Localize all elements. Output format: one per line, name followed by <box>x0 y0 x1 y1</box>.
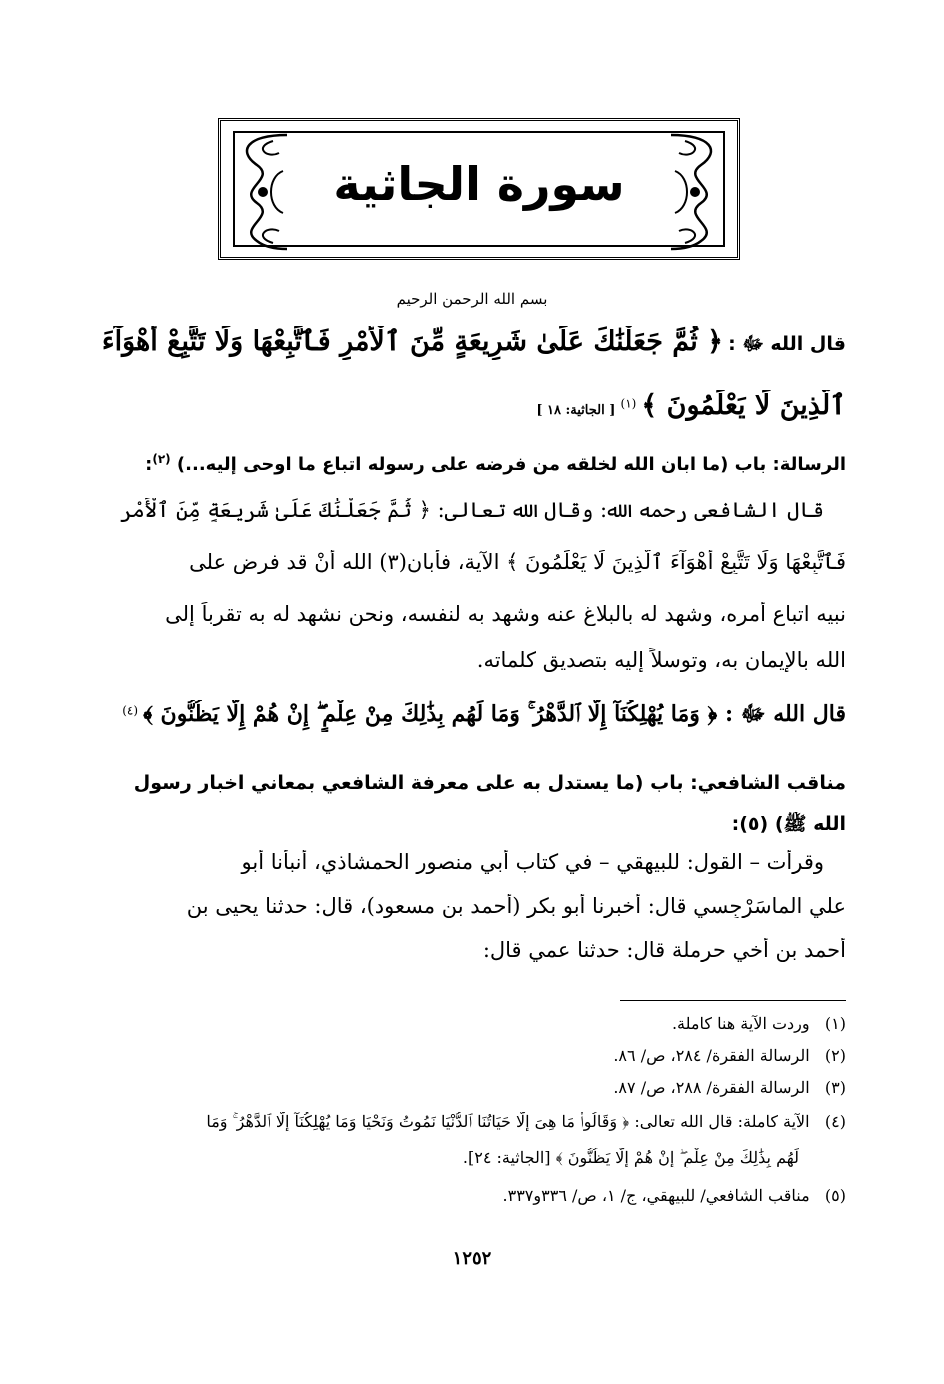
verse1-line2 <box>300 390 846 421</box>
shafii-line1: قال الشافعي رحمه الله: وقال الله تعالى: ﴿ ثُمَّ جَعَلْنَٰكَ عَلَىٰ شَرِيعَةٍ مِّنَ ٱلْأَمْرِ <box>120 498 824 522</box>
risala-text: الرسالة: باب (ما ابان الله لخلقه من فرضه على رسوله اتباع ما اوحى إليه...) <box>176 454 846 475</box>
footnote-text: الرسالة الفقرة/ ٢٨٤، ص/ ٨٦. <box>613 1046 810 1065</box>
manaqib-body2: علي الماسَرْجِسي قال: أخبرنا أبو بكر (أحمد بن مسعود)، قال: حدثنا يحيى بن <box>186 894 846 918</box>
footnote-1 <box>98 1014 846 1033</box>
footnote-number: (٢) <box>824 1046 846 1065</box>
basmala: بسم الله الرحمن الرحيم <box>396 290 548 308</box>
footnote-ref-1: (١) <box>620 396 637 411</box>
footnote-5 <box>98 1186 846 1205</box>
verse1-text-1: ﴿ ثُمَّ جَعَلْنَٰكَ عَلَىٰ شَرِيعَةٍ مِّنَ ٱلْأَمْرِ فَٱتَّبِعْهَا وَلَا تَتَّبِعْ أَهْوَآءَ <box>101 326 724 357</box>
shafii-line2: فَٱتَّبِعْهَا وَلَا تَتَّبِعْ أَهْوَآءَ ٱلَّذِينَ لَا يَعْلَمُونَ ﴾ الآية، فأبان(٣) الله أنْ قد فرض على <box>189 550 846 574</box>
manaqib-heading-2: الله ﷺ) (٥): <box>731 813 846 835</box>
manaqib-body1: وقرأت – القول: للبيهقي – في كتاب أبي منصور الحمشاذي، أنبأنا أبو <box>241 850 824 874</box>
verse2-text: قال الله ﷻ : ﴿ وَمَا يُهْلِكُنَآ إِلَّا ٱلدَّهْرُ ۚ وَمَا لَهُم بِذَٰلِكَ مِنْ عِلْمٍ ۖ إِنْ هُمْ إِلَّا يَظُنُّونَ ﴾ <box>143 701 846 727</box>
verse1-intro: قال الله ﷻ : <box>728 333 846 355</box>
footnote-text: وردت الآية هنا كاملة. <box>671 1014 810 1033</box>
ornament-right-icon <box>661 131 729 253</box>
footnote-4 <box>98 1112 846 1132</box>
ornament-left-icon <box>229 131 297 253</box>
surah-title: سورة الجاثية <box>333 157 625 211</box>
verse1-line1 <box>98 326 846 360</box>
footnote-4-cont: لَهُم بِذَٰلِكَ مِنْ عِلْمٍ ۖ إِنْ هُمْ إِلَّا يَظُنُّونَ ﴾ [الجاثية: ٢٤]. <box>462 1148 799 1167</box>
footnote-text: الرسالة الفقرة/ ٢٨٨، ص/ ٨٧. <box>613 1078 810 1097</box>
manaqib-body3: أحمد بن أخي حرملة قال: حدثنا عمي قال: <box>482 938 846 962</box>
footnote-text: الآية كاملة: قال الله تعالى: ﴿ وَقَالُوا۟ مَا هِىَ إِلَّا حَيَاتُنَا ٱلدُّنْيَا نَمُوتُ وَنَحْيَا وَمَا يُهْلِكُنَآ إِلَّا ٱلدَّهْرُ ۚ وَمَا <box>206 1112 810 1131</box>
footnote-3 <box>98 1078 846 1097</box>
footnote-number: (١) <box>824 1014 846 1033</box>
risala-heading: الرسالة: باب (ما ابان الله لخلقه من فرضه على رسوله اتباع ما اوحى إليه...) $^{(٢)}$: <box>145 452 846 475</box>
footnote-text: مناقب الشافعي/ للبيهقي، ج/ ١، ص/ ٣٣٦و٣٣٧. <box>502 1186 810 1205</box>
footnote-number: (٤) <box>824 1112 846 1131</box>
footnote-ref-4: (٤) <box>122 703 139 718</box>
footnote-ref-2: (٢) <box>152 452 171 466</box>
footnote-number: (٣) <box>824 1078 846 1097</box>
footnote-divider <box>620 1000 846 1001</box>
title-frame <box>218 118 740 260</box>
footnote-number: (٥) <box>824 1186 846 1205</box>
shafii-line3: نبيه اتباع أمره، وشهد له بالبلاغ عنه وشهد به لنفسه، ونحن نشهد له به تقرباً إلى <box>165 602 846 626</box>
page-number: ١٢٥٢ <box>452 1248 492 1269</box>
verse1-reference: [ الجاثية: ١٨ ] <box>536 403 616 418</box>
footnote-2 <box>98 1046 846 1065</box>
verse2-line <box>98 700 846 732</box>
shafii-line4: الله بالإيمان به، وتوسلاً إليه بتصديق كلماته. <box>476 648 846 672</box>
verse1-text-2: ٱلَّذِينَ لَا يَعْلَمُونَ ﴾ <box>641 390 846 421</box>
manaqib-heading-1: مناقب الشافعي: باب (ما يستدل به على معرفة الشافعي بمعاني اخبار رسول <box>133 772 846 794</box>
